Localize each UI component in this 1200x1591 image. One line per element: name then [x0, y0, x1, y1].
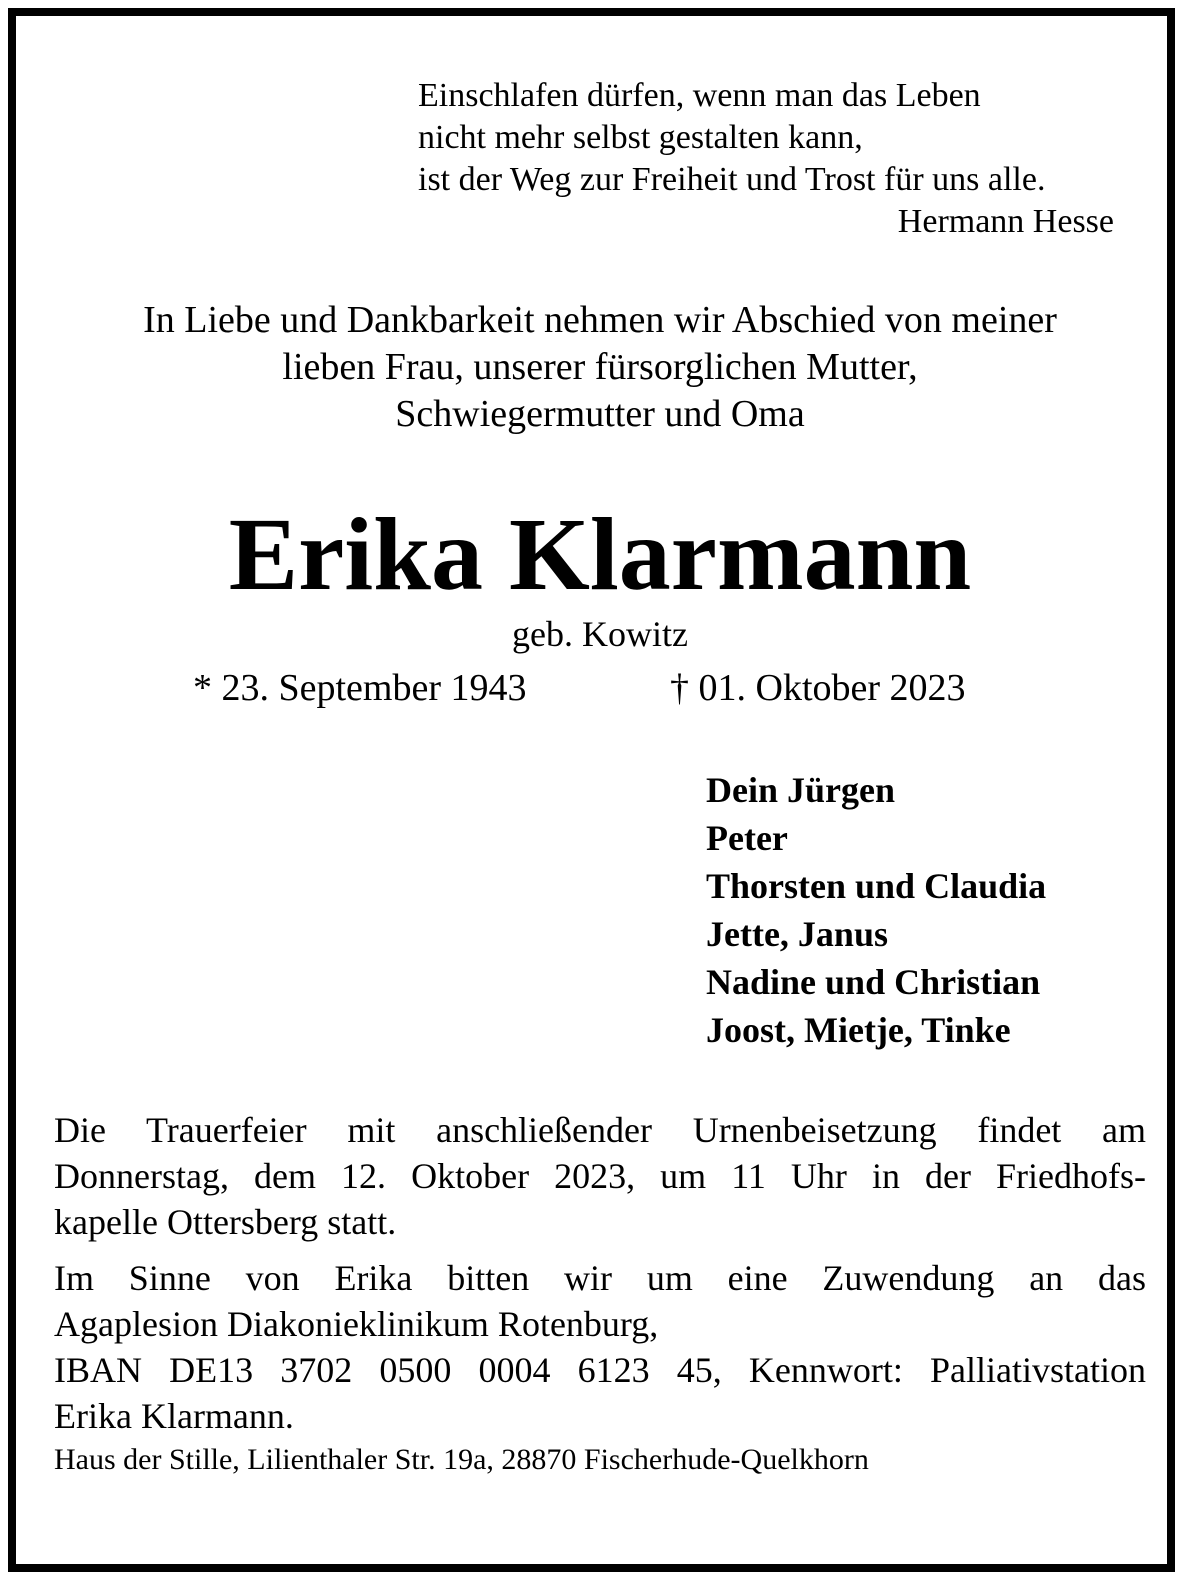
funeral-home-address: Haus der Stille, Lilienthaler Str. 19a, 28870 Fischerhude-Quelkhorn — [54, 1443, 869, 1476]
donation-line-1: Im Sinne von Erika bitten wir um eine Zuwendung an das — [54, 1258, 1146, 1298]
quote-line-2: nicht mehr selbst gestalten kann, — [418, 119, 863, 156]
intro-line-2: lieben Frau, unserer fürsorglichen Mutter, — [282, 346, 918, 388]
mourner-2: Peter — [706, 818, 788, 858]
donation-line-2: Agaplesion Diakonieklinikum Rotenburg, — [54, 1304, 659, 1344]
quote-line-3: ist der Weg zur Freiheit und Trost für uns alle. — [418, 161, 1046, 198]
quote-author: Hermann Hesse — [897, 203, 1114, 240]
mourner-6: Joost, Mietje, Tinke — [706, 1010, 1011, 1050]
maiden-name: geb. Kowitz — [512, 614, 688, 654]
death-date: † 01. Oktober 2023 — [670, 667, 966, 709]
deceased-name: Erika Klarmann — [228, 497, 972, 612]
mourner-1: Dein Jürgen — [706, 770, 895, 810]
ceremony-line-1: Die Trauerfeier mit anschließender Urnenbeisetzung findet am — [54, 1110, 1146, 1150]
ceremony-line-3: kapelle Ottersberg statt. — [54, 1202, 397, 1242]
intro-line-1: In Liebe und Dankbarkeit nehmen wir Abschied von meiner — [143, 299, 1057, 341]
mourner-5: Nadine und Christian — [706, 962, 1041, 1002]
donation-line-3: IBAN DE13 3702 0500 0004 6123 45, Kennwort: Palliativstation — [54, 1350, 1146, 1390]
mourner-3: Thorsten und Claudia — [706, 866, 1047, 906]
donation-paragraph — [54, 1255, 1146, 1439]
ceremony-paragraph — [54, 1107, 1146, 1245]
birth-date: * 23. September 1943 — [193, 667, 527, 709]
quote-line-1: Einschlafen dürfen, wenn man das Leben — [418, 77, 981, 114]
mourner-4: Jette, Janus — [706, 914, 888, 954]
intro-line-3: Schwiegermutter und Oma — [395, 393, 805, 435]
ceremony-line-2: Donnerstag, dem 12. Oktober 2023, um 11 Uhr in der Friedhofs- — [54, 1156, 1146, 1196]
donation-line-4: Erika Klarmann. — [54, 1396, 294, 1436]
